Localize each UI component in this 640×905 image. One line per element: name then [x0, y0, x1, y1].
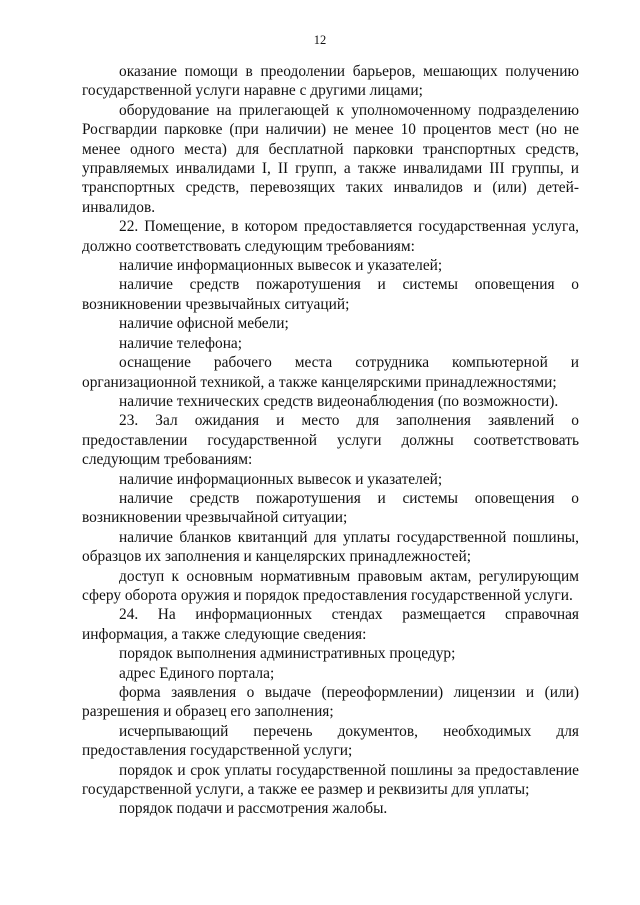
paragraph-document-list: исчерпывающий перечень документов, необходимых для предоставления государственной услуги; [82, 722, 579, 760]
paragraph-24-info-stands: 24. На информационных стендах размещается справочная информация, а также следующие сведения: [82, 606, 579, 643]
paragraph-info-signs: наличие информационных вывесок и указателей; [119, 257, 443, 275]
paragraph-telephone: наличие телефона; [119, 334, 243, 352]
paragraph-portal-address: адрес Единого портала; [119, 664, 275, 682]
paragraph-22-premises-requirements: 22. Помещение, в котором предоставляется государственная услуга, должно соответствовать следующим требованиям: [82, 218, 579, 255]
paragraph-admin-procedures: порядок выполнения административных процедур; [119, 645, 456, 663]
paragraph-parking-equipment: оборудование на прилегающей к уполномоченному подразделению Росгвардии парковке (при наличии) не менее 10 процентов мест (но не менее одного места) для бесплатной парковки транспортных средств, управляемых инвалидами I, II групп, а также инвалидами III группы, и транспортных средств, перевозящих таких инвалидов и (или) детей-инвалидов. [82, 101, 579, 216]
paragraph-fee-payment: порядок и срок уплаты государственной пошлины за предоставление государственной услуги, а также ее размер и реквизиты для уплаты; [82, 761, 579, 799]
paragraph-fire-safety-hall: наличие средств пожаротушения и системы оповещения о возникновении чрезвычайной ситуации; [82, 489, 579, 527]
paragraph-complaints: порядок подачи и рассмотрения жалобы. [119, 800, 388, 818]
paragraph-video-surveillance: наличие технических средств видеонаблюдения (по возможности). [119, 392, 559, 410]
page-number: 12 [313, 33, 327, 47]
paragraph-workplace-equipment: оснащение рабочего места сотрудника компьютерной и организационной техникой, а также канцелярскими принадлежностями; [82, 354, 579, 391]
paragraph-legal-acts-access: доступ к основным нормативным правовым актам, регулирующим сферу оборота оружия и порядок предоставления государственной услуги. [82, 567, 579, 604]
paragraph-receipt-forms: наличие бланков квитанций для уплаты государственной пошлины, образцов их заполнения и канцелярских принадлежностей; [82, 528, 579, 566]
paragraph-application-form: форма заявления о выдаче (переоформлении) лицензии и (или) разрешения и образец его заполнения; [82, 684, 579, 721]
paragraph-fire-safety-emergency: наличие средств пожаротушения и системы оповещения о возникновении чрезвычайных ситуаций; [82, 276, 579, 313]
document-body [82, 62, 579, 819]
paragraph-23-waiting-hall-requirements: 23. Зал ожидания и место для заполнения заявлений о предоставлении государственной услуги должны соответствовать следующим требованиям: [82, 412, 579, 469]
paragraph-office-furniture: наличие офисной мебели; [119, 315, 289, 333]
paragraph-assistance-barriers: оказание помощи в преодолении барьеров, мешающих получению государственной услуги наравне с другими лицами; [82, 63, 579, 100]
paragraph-info-signs-hall: наличие информационных вывесок и указателей; [119, 470, 443, 488]
